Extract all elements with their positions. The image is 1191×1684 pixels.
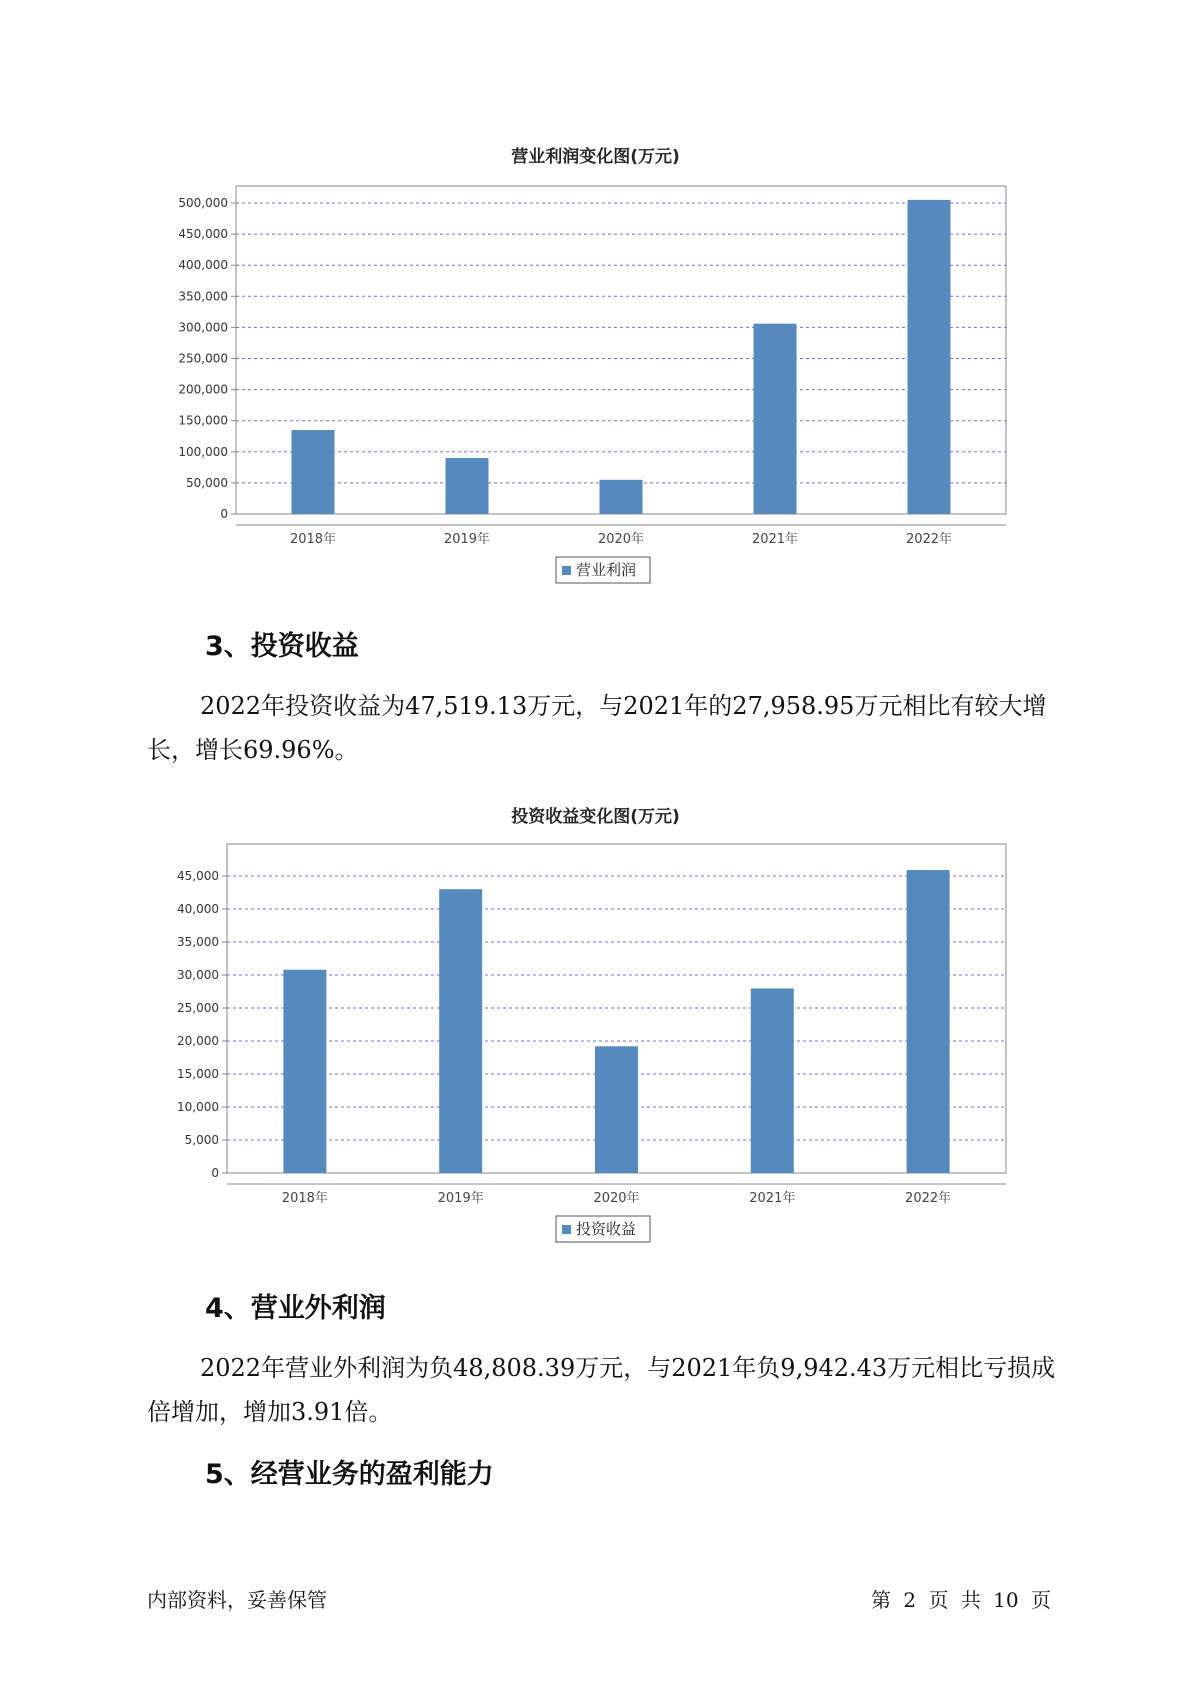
y-tick-label: 40,000 <box>177 902 219 916</box>
y-tick-label: 25,000 <box>177 1001 219 1015</box>
bar-2021年 <box>751 988 794 1173</box>
x-tick-label: 2020年 <box>593 1191 640 1206</box>
legend-label: 投资收益 <box>576 1220 637 1238</box>
x-tick-label: 2020年 <box>597 532 645 547</box>
x-tick-label: 2019年 <box>443 532 491 547</box>
y-tick-label: 350,000 <box>178 289 228 304</box>
y-tick-label: 50,000 <box>186 475 228 490</box>
x-tick-label: 2022年 <box>905 532 953 547</box>
y-tick-label: 250,000 <box>178 351 228 366</box>
x-tick-label: 2022年 <box>905 1191 952 1206</box>
x-tick-label: 2019年 <box>437 1191 484 1206</box>
chart-1-title: 营业利润变化图(万元) <box>511 147 680 167</box>
y-tick-label: 200,000 <box>178 382 228 397</box>
y-tick-label: 300,000 <box>178 320 228 335</box>
y-tick-label: 450,000 <box>178 227 228 242</box>
legend-swatch <box>562 1225 571 1234</box>
legend-label: 营业利润 <box>576 561 637 579</box>
section-4-paragraph <box>147 1346 1057 1434</box>
x-tick-label: 2018年 <box>281 1191 328 1206</box>
y-tick-label: 35,000 <box>177 935 219 949</box>
x-tick-label: 2018年 <box>289 532 337 547</box>
x-tick-label: 2021年 <box>749 1191 796 1206</box>
section-3-text: 2022年投资收益为47,519.13万元，与2021年的27,958.95万元相比有较大增长，增长69.96%。 <box>147 692 1047 764</box>
y-tick-label: 100,000 <box>178 444 228 459</box>
bar-2018年 <box>283 970 326 1173</box>
bar-2019年 <box>439 889 482 1173</box>
section-4-heading: 4、营业外利润 <box>205 1293 386 1324</box>
bar-2022年 <box>907 870 950 1173</box>
section-4-text: 2022年营业外利润为负48,808.39万元，与2021年负9,942.43万元相比亏损成倍增加，增加3.91倍。 <box>147 1354 1056 1426</box>
section-3-heading: 3、投资收益 <box>205 631 359 662</box>
y-tick-label: 45,000 <box>177 869 219 883</box>
y-tick-label: 150,000 <box>178 413 228 428</box>
footer-confidential-note: 内部资料，妥善保管 <box>147 1588 327 1612</box>
footer-page-number: 第 2 页 共 10 页 <box>871 1588 1051 1612</box>
y-tick-label: 10,000 <box>177 1100 219 1114</box>
chart-2-title: 投资收益变化图(万元) <box>511 807 680 827</box>
y-tick-label: 0 <box>220 507 228 521</box>
y-tick-label: 5,000 <box>184 1133 219 1147</box>
y-tick-label: 30,000 <box>177 968 219 982</box>
y-tick-label: 400,000 <box>178 258 228 273</box>
y-tick-label: 500,000 <box>178 196 228 210</box>
y-tick-label: 0 <box>211 1166 219 1180</box>
y-tick-label: 15,000 <box>177 1067 219 1081</box>
x-tick-label: 2021年 <box>751 532 799 547</box>
section-5-heading: 5、经营业务的盈利能力 <box>205 1459 494 1490</box>
y-tick-label: 20,000 <box>177 1034 219 1048</box>
bar-2020年 <box>595 1046 638 1173</box>
